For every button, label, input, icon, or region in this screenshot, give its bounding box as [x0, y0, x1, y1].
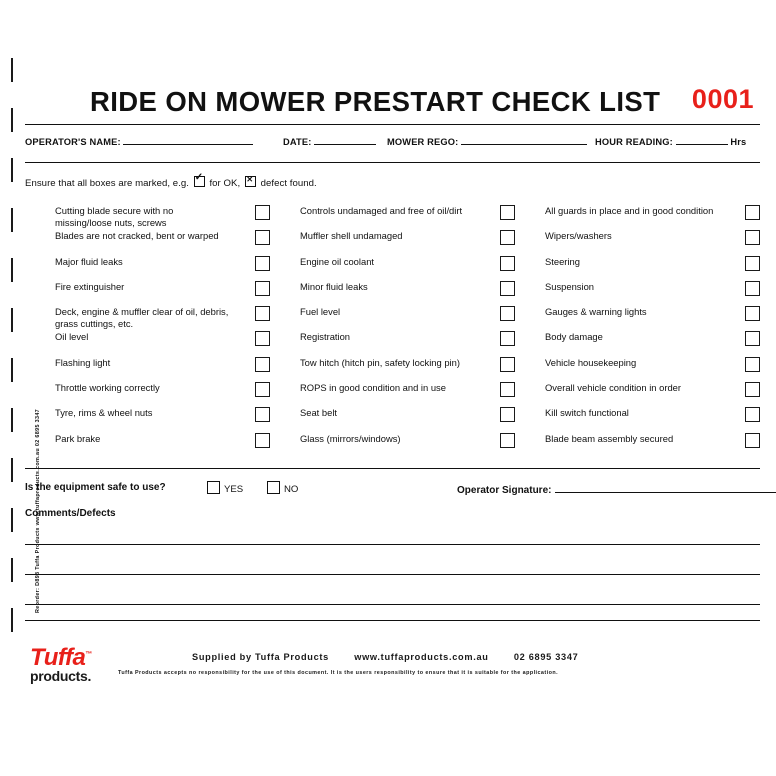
hour-reading-label: HOUR READING:: [595, 137, 673, 147]
tuffa-logo: [30, 644, 126, 683]
checklist-label: Tow hitch (hitch pin, safety locking pin): [300, 356, 460, 368]
perforation-marks: [11, 58, 13, 698]
comments-line-3[interactable]: [25, 604, 760, 605]
page-title: RIDE ON MOWER PRESTART CHECK LIST: [90, 86, 661, 117]
hours-unit: Hrs: [730, 137, 747, 147]
hour-reading-field[interactable]: [595, 134, 746, 147]
list-item: [545, 379, 760, 404]
checklist-checkbox[interactable]: [255, 331, 270, 346]
checklist-column-1: [55, 202, 270, 455]
list-item: [300, 404, 515, 429]
checklist-checkbox[interactable]: [500, 357, 515, 372]
checklist-checkbox[interactable]: [745, 256, 760, 271]
checklist-label: Blades are not cracked, bent or warped: [55, 230, 219, 242]
checklist-checkbox[interactable]: [500, 433, 515, 448]
operator-name-label: OPERATOR'S NAME:: [25, 137, 121, 147]
list-item: [300, 253, 515, 278]
checklist-label: Flashing light: [55, 356, 111, 368]
checklist-checkbox[interactable]: [745, 331, 760, 346]
checklist-label: Overall vehicle condition in order: [545, 382, 682, 394]
checklist-label: Controls undamaged and free of oil/dirt: [300, 205, 463, 216]
list-item: [545, 253, 760, 278]
safety-yes-option[interactable]: [207, 481, 243, 495]
checklist-checkbox[interactable]: [255, 407, 270, 422]
checklist-label: Seat belt: [300, 407, 338, 419]
list-item: [300, 430, 515, 455]
checklist-checkbox[interactable]: [255, 205, 270, 220]
mower-rego-field[interactable]: [387, 134, 587, 147]
checklist-checkbox[interactable]: [745, 230, 760, 245]
checklist-label: Engine oil coolant: [300, 255, 375, 267]
checklist-label: Body damage: [545, 331, 603, 343]
list-item: [545, 328, 760, 353]
list-item: [55, 328, 270, 353]
meta-fields-row: [25, 134, 760, 154]
mower-rego-label: MOWER REGO:: [387, 137, 459, 147]
checklist-label: Park brake: [55, 432, 101, 444]
list-item: [545, 354, 760, 379]
list-item: [55, 253, 270, 278]
checklist-checkbox[interactable]: [500, 407, 515, 422]
checklist-label: Major fluid leaks: [55, 255, 123, 267]
list-item: [55, 303, 270, 328]
comments-line-2[interactable]: [25, 574, 760, 575]
safety-no-option[interactable]: [267, 481, 298, 495]
instruction-line: [25, 176, 317, 189]
operator-signature-field[interactable]: [457, 482, 776, 496]
operator-name-input[interactable]: [123, 134, 253, 145]
checklist-label: Steering: [545, 255, 580, 267]
mower-rego-input[interactable]: [461, 134, 587, 145]
title-row: [22, 78, 762, 126]
tick-checkbox-icon: [194, 176, 205, 187]
checklist-label: Kill switch functional: [545, 407, 629, 419]
checklist-checkbox[interactable]: [255, 256, 270, 271]
checklist-label: Oil level: [55, 331, 89, 343]
checklist-label: All guards in place and in good condition: [545, 205, 714, 216]
hour-reading-input[interactable]: [676, 134, 728, 145]
checklist-checkbox[interactable]: [255, 357, 270, 372]
checklist-label: Fuel level: [300, 306, 341, 318]
comments-line-4[interactable]: [25, 620, 760, 621]
footer-phone: 02 6895 3347: [513, 652, 579, 662]
list-item: [300, 278, 515, 303]
checklist-checkbox[interactable]: [500, 382, 515, 397]
list-item: [545, 202, 760, 227]
form-sheet: [22, 78, 762, 698]
checklist-checkbox[interactable]: [500, 331, 515, 346]
checklist-label: Fire extinguisher: [55, 280, 125, 292]
checklist-checkbox[interactable]: [745, 306, 760, 321]
list-item: [300, 379, 515, 404]
list-item: [55, 430, 270, 455]
checklist-checkbox[interactable]: [500, 230, 515, 245]
checklist-checkbox[interactable]: [255, 281, 270, 296]
checklist-label: Tyre, rims & wheel nuts: [55, 407, 153, 419]
divider-meta: [25, 162, 760, 163]
checklist-label: Gauges & warning lights: [545, 306, 647, 318]
checklist-label: Wipers/washers: [545, 230, 612, 242]
document-footer: [22, 640, 762, 700]
checklist-label: Cutting blade secure with no missing/loose nuts, screws: [55, 205, 174, 228]
divider-checklist: [25, 468, 760, 469]
date-input[interactable]: [314, 134, 376, 145]
cross-checkbox-icon: [245, 176, 256, 187]
checklist-checkbox[interactable]: [745, 205, 760, 220]
checklist-checkbox[interactable]: [745, 357, 760, 372]
checklist-checkbox[interactable]: [500, 281, 515, 296]
logo-subtext: products.: [30, 668, 92, 684]
instruction-defect: defect found.: [260, 178, 317, 189]
checklist-label: Muffler shell undamaged: [300, 230, 403, 242]
operator-signature-input[interactable]: [555, 482, 776, 493]
footer-disclaimer: Tuffa Products accepts no responsibility for the use of this document. It is the users responsibility to ensure that it is suitable for the application.: [118, 670, 559, 676]
checklist-checkbox[interactable]: [745, 281, 760, 296]
checklist-checkbox[interactable]: [255, 230, 270, 245]
checklist-label: Deck, engine & muffler clear of oil, debris, grass cuttings, etc.: [55, 306, 229, 329]
date-field[interactable]: [283, 134, 376, 147]
serial-number: 0001: [691, 84, 754, 114]
yes-checkbox[interactable]: [207, 481, 220, 494]
supplied-by-text: Supplied by Tuffa Products: [192, 652, 329, 662]
list-item: [300, 303, 515, 328]
list-item: [300, 227, 515, 252]
instruction-before: Ensure that all boxes are marked, e.g.: [25, 178, 190, 189]
no-label: NO: [284, 484, 299, 495]
safety-question-row: [25, 480, 760, 500]
checklist-checkbox[interactable]: [255, 433, 270, 448]
footer-website[interactable]: www.tuffaproducts.com.au: [354, 652, 489, 662]
safety-question-label: Is the equipment safe to use?: [25, 482, 166, 493]
list-item: [300, 354, 515, 379]
footer-contact: [192, 652, 578, 662]
date-label: DATE:: [283, 137, 312, 147]
list-item: [300, 202, 515, 227]
list-item: [55, 227, 270, 252]
operator-signature-label: Operator Signature:: [457, 485, 552, 496]
checklist-label: Glass (mirrors/windows): [300, 432, 401, 444]
checklist-checkbox[interactable]: [500, 205, 515, 220]
list-item: [55, 404, 270, 429]
side-reorder-text: Reorder: D898 Tuffa Products www.tuffaproducts.com.au 02 6895 3347: [35, 408, 41, 613]
yes-label: YES: [224, 484, 244, 495]
checklist-label: Throttle working correctly: [55, 382, 160, 394]
logo-brand: [30, 644, 126, 669]
list-item: [545, 430, 760, 455]
divider-top: [25, 124, 760, 125]
comments-label: Comments/Defects: [25, 508, 116, 519]
list-item: [55, 202, 270, 227]
checklist-checkbox[interactable]: [745, 407, 760, 422]
checklist-column-2: [300, 202, 515, 455]
checklist-column-3: [545, 202, 760, 455]
checklist-label: Blade beam assembly secured: [545, 432, 674, 444]
logo-brand-text: Tuffa: [30, 644, 86, 671]
list-item: [545, 404, 760, 429]
list-item: [545, 278, 760, 303]
operator-name-field[interactable]: [25, 134, 253, 147]
no-checkbox[interactable]: [267, 481, 280, 494]
instruction-ok: for OK,: [209, 178, 241, 189]
list-item: [55, 354, 270, 379]
checklist-label: ROPS in good condition and in use: [300, 382, 446, 394]
checklist-checkbox[interactable]: [500, 256, 515, 271]
checklist-checkbox[interactable]: [745, 382, 760, 397]
list-item: [55, 379, 270, 404]
checklist-label: Minor fluid leaks: [300, 280, 368, 292]
checklist-checkbox[interactable]: [255, 306, 270, 321]
list-item: [545, 227, 760, 252]
list-item: [545, 303, 760, 328]
checklist-label: Registration: [300, 331, 351, 343]
checklist-label: Vehicle housekeeping: [545, 356, 637, 368]
list-item: [55, 278, 270, 303]
checklist-checkbox[interactable]: [500, 306, 515, 321]
checklist-checkbox[interactable]: [255, 382, 270, 397]
checklist-label: Suspension: [545, 280, 594, 292]
checklist-checkbox[interactable]: [745, 433, 760, 448]
list-item: [300, 328, 515, 353]
trademark-icon: ™: [85, 651, 92, 658]
comments-line-1[interactable]: [25, 544, 760, 545]
